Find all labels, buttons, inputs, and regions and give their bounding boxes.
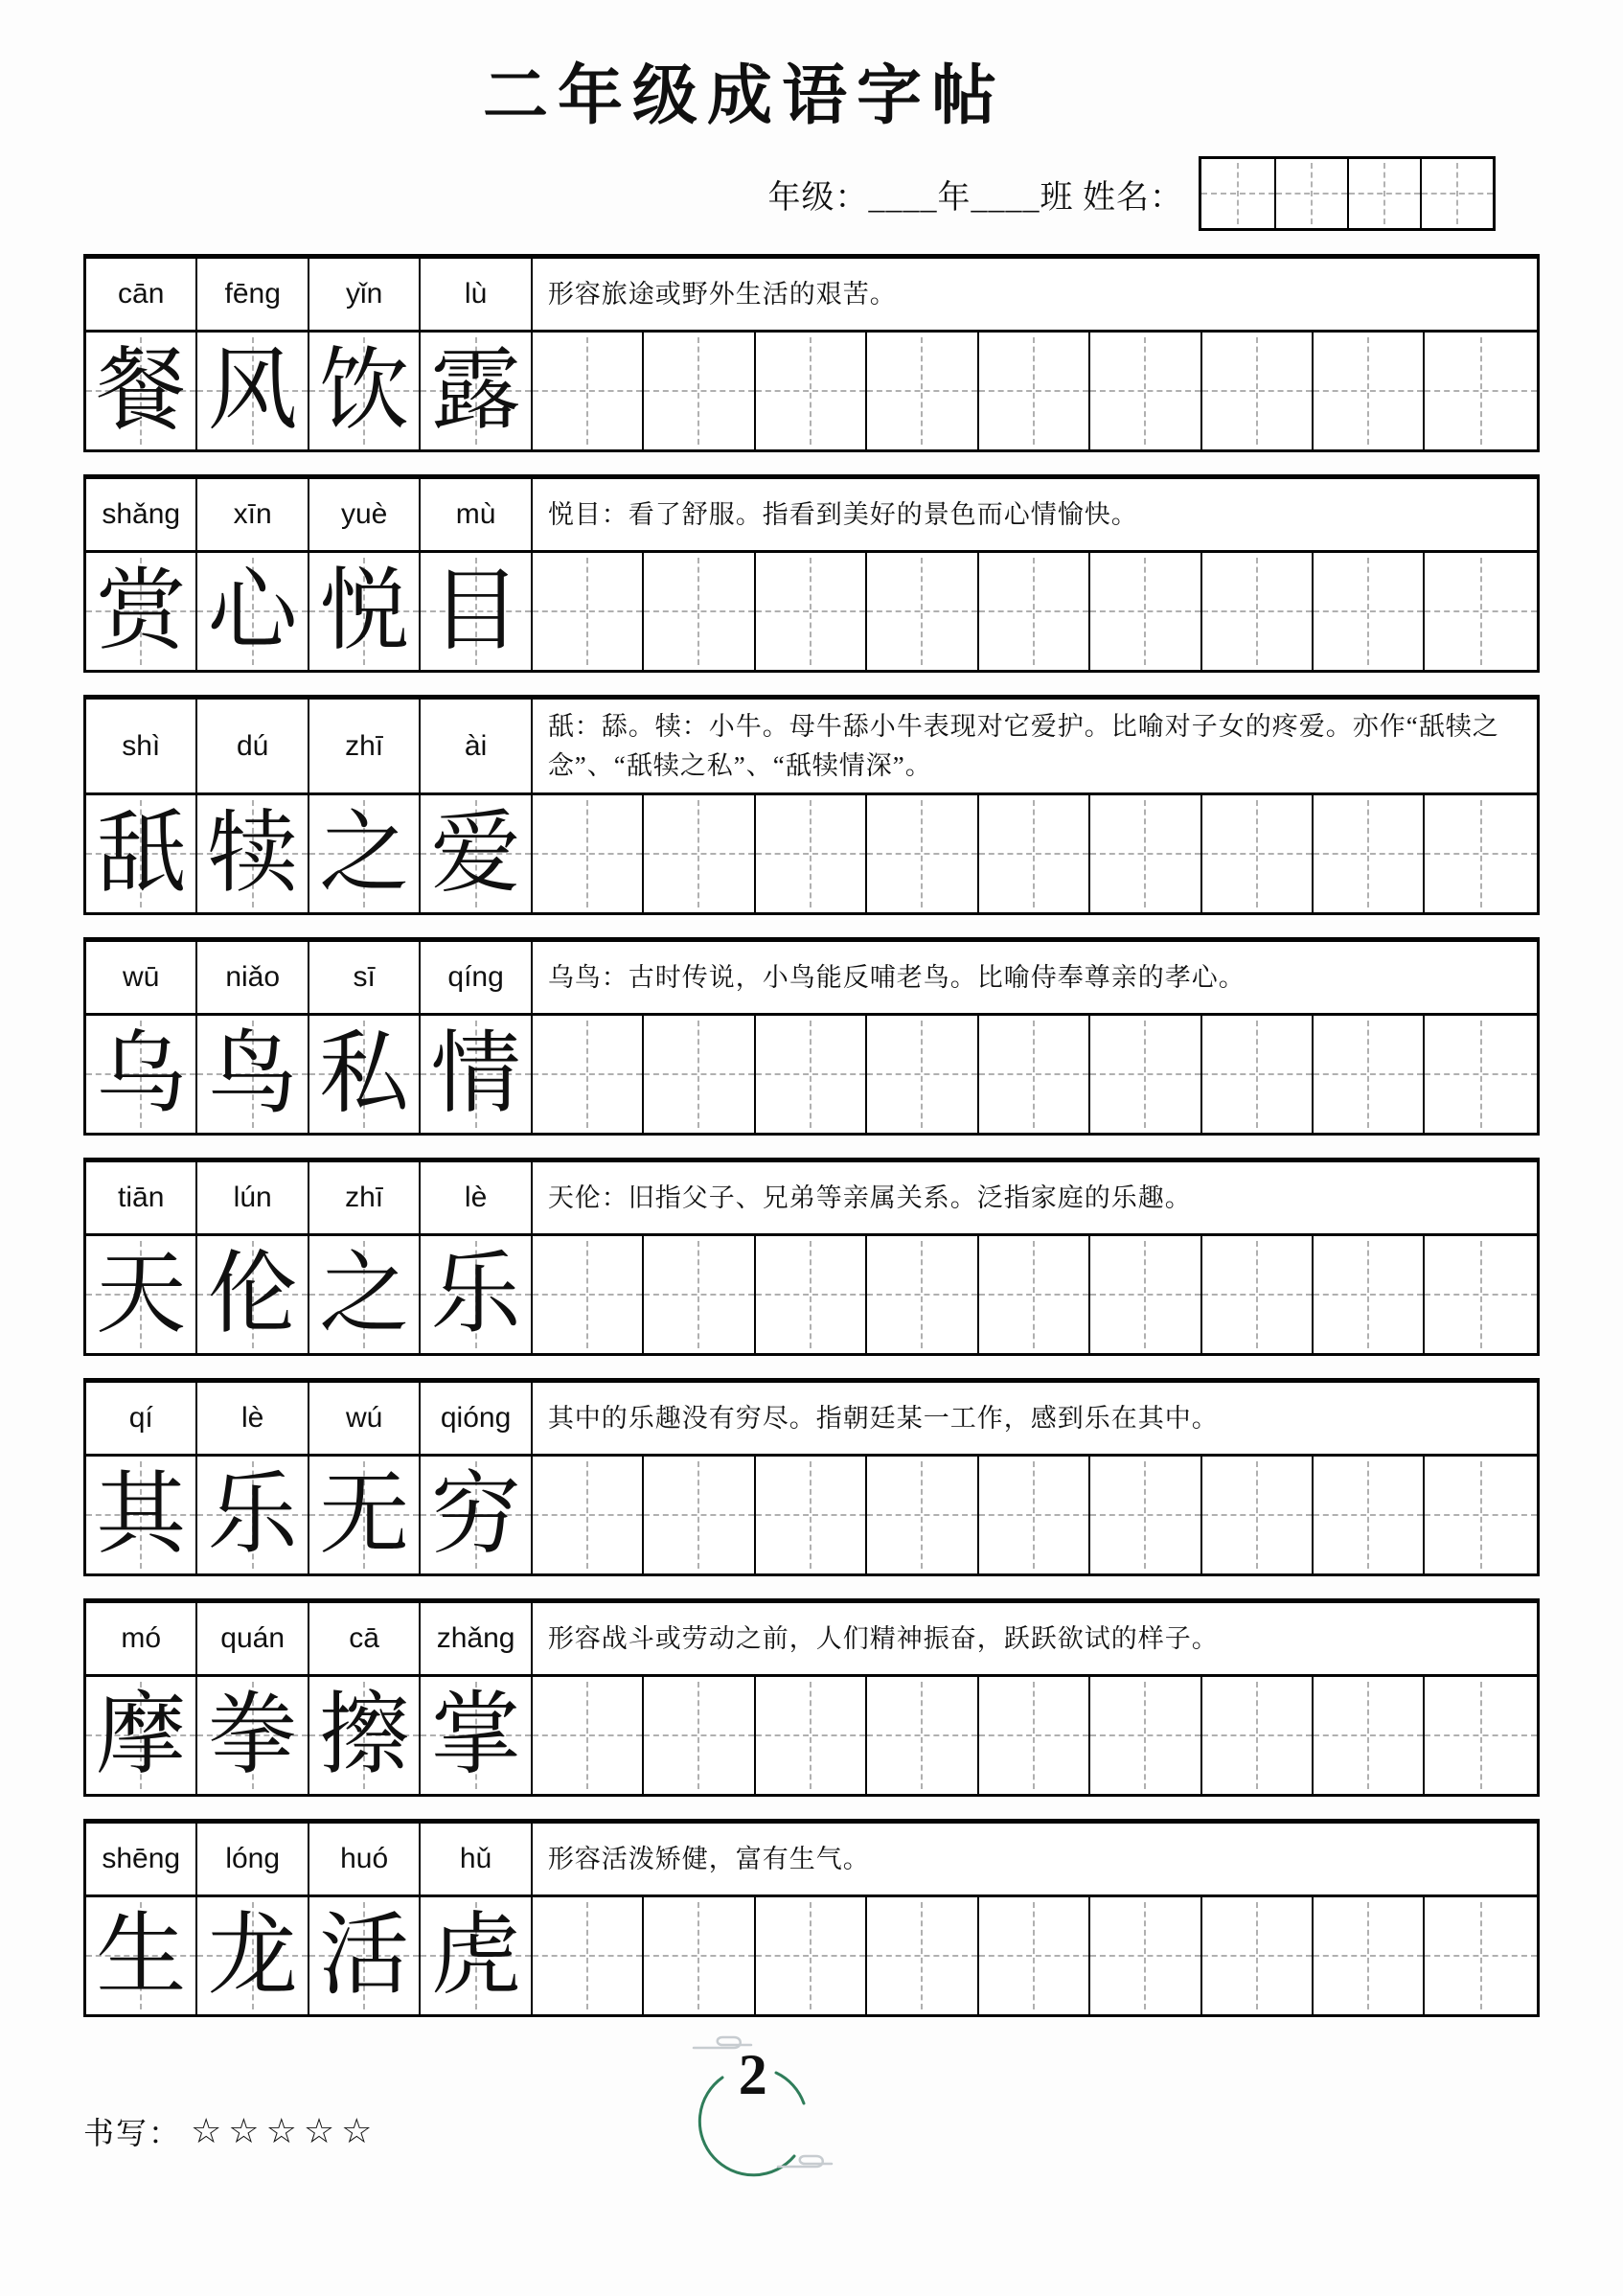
empty-practice-cell (1314, 795, 1425, 912)
definition-cell (533, 1162, 1537, 1233)
empty-practice-cell (644, 1897, 755, 2014)
pinyin-cell: mù (421, 479, 532, 550)
pinyin-cell: shì (86, 700, 197, 792)
character-cell (421, 795, 532, 912)
idiom-character: 伦 (207, 1245, 298, 1344)
pinyin-cell: ài (421, 700, 532, 792)
character-cell (197, 553, 309, 670)
pinyin-cell: dú (197, 700, 309, 792)
character-cell (309, 1236, 421, 1353)
idiom-character: 舐 (96, 804, 187, 904)
page-title: 二年级成语字帖 (482, 59, 1006, 132)
page-footer (83, 2044, 1540, 2274)
character-cell (86, 1677, 197, 1794)
character-practice-row (86, 333, 1537, 449)
empty-practice-cell (1090, 1457, 1201, 1573)
definition-text: 乌鸟：古时传说，小鸟能反哺老鸟。比喻侍奉尊亲的孝心。 (547, 962, 1246, 992)
pinyin-cell: tiān (86, 1162, 197, 1233)
idiom-block (83, 937, 1540, 1136)
empty-practice-cell (1202, 1897, 1314, 2014)
empty-practice-cell (533, 333, 644, 449)
pinyin-cell: zhī (309, 1162, 421, 1233)
empty-practice-cell (1090, 1236, 1201, 1353)
character-practice-row (86, 1897, 1537, 2014)
pinyin-cell: yǐn (309, 259, 421, 330)
empty-practice-cell (756, 1677, 867, 1794)
idiom-block (83, 1378, 1540, 1576)
empty-practice-cell (1314, 1897, 1425, 2014)
empty-practice-cell (1425, 1457, 1536, 1573)
idiom-character: 私 (319, 1024, 410, 1124)
empty-practice-cell (867, 795, 978, 912)
empty-practice-cell (1202, 333, 1314, 449)
empty-practice-cell (756, 795, 867, 912)
pinyin-definition-row (86, 1162, 1537, 1236)
empty-practice-cell (644, 1457, 755, 1573)
pinyin-definition-row (86, 259, 1537, 333)
character-cell (309, 1677, 421, 1794)
character-practice-row (86, 1016, 1537, 1133)
empty-practice-cell (1202, 553, 1314, 670)
idiom-character: 情 (430, 1024, 521, 1124)
idiom-character: 露 (430, 341, 521, 441)
idiom-character: 赏 (96, 562, 187, 661)
idiom-character: 风 (207, 341, 298, 441)
empty-practice-cell (644, 1016, 755, 1133)
character-cell (86, 1016, 197, 1133)
definition-text: 其中的乐趣没有穷尽。指朝廷某一工作，感到乐在其中。 (547, 1403, 1219, 1433)
empty-practice-cell (867, 1457, 978, 1573)
empty-practice-cell (867, 1897, 978, 2014)
idiom-character: 爱 (430, 804, 521, 904)
empty-practice-cell (979, 333, 1090, 449)
idiom-character: 乐 (430, 1245, 521, 1344)
idiom-character: 乐 (207, 1465, 298, 1565)
character-practice-row (86, 795, 1537, 912)
idiom-character: 之 (319, 1245, 410, 1344)
empty-practice-cell (867, 1016, 978, 1133)
empty-practice-cell (533, 1897, 644, 2014)
empty-practice-cell (533, 795, 644, 912)
empty-practice-cell (1202, 795, 1314, 912)
character-cell (197, 333, 309, 449)
idiom-character: 乌 (96, 1024, 187, 1124)
idiom-block (83, 474, 1540, 673)
character-cell (309, 553, 421, 670)
definition-cell (533, 479, 1537, 550)
idiom-character: 饮 (319, 341, 410, 441)
idiom-character: 其 (96, 1465, 187, 1565)
idiom-character: 犊 (207, 804, 298, 904)
character-cell (86, 1457, 197, 1573)
pinyin-cell: fēng (197, 259, 309, 330)
definition-cell (533, 700, 1537, 792)
character-cell (86, 553, 197, 670)
empty-practice-cell (1202, 1677, 1314, 1794)
idiom-character: 穷 (430, 1465, 521, 1565)
empty-practice-cell (1090, 795, 1201, 912)
definition-text: 舐：舔。犊：小牛。母牛舔小牛表现对它爱护。比喻对子女的疼爱。亦作“舐犊之念”、“舐犊之私”、“舐犊情深”。 (547, 712, 1499, 780)
empty-practice-cell (644, 553, 755, 670)
idiom-character: 天 (96, 1245, 187, 1344)
page-number-decoration (665, 2031, 857, 2193)
empty-practice-cell (644, 795, 755, 912)
pinyin-cell: qí (86, 1383, 197, 1454)
character-cell (309, 1897, 421, 2014)
empty-practice-cell (533, 1016, 644, 1133)
empty-practice-cell (644, 333, 755, 449)
pinyin-cell: lè (197, 1383, 309, 1454)
character-cell (309, 795, 421, 912)
empty-practice-cell (533, 553, 644, 670)
empty-practice-cell (979, 1457, 1090, 1573)
pinyin-cell: qióng (421, 1383, 532, 1454)
pinyin-cell: wū (86, 942, 197, 1013)
character-cell (86, 795, 197, 912)
empty-practice-cell (979, 795, 1090, 912)
idiom-character: 活 (319, 1906, 410, 2006)
empty-practice-cell (1425, 1677, 1536, 1794)
empty-practice-cell (1314, 1457, 1425, 1573)
idiom-character: 虎 (430, 1906, 521, 2006)
character-cell (421, 1236, 532, 1353)
definition-text: 形容活泼矫健，富有生气。 (547, 1844, 870, 1873)
empty-practice-cell (867, 333, 978, 449)
writing-score-row (83, 2109, 378, 2153)
definition-cell (533, 259, 1537, 330)
character-cell (309, 1457, 421, 1573)
pinyin-definition-row (86, 1383, 1537, 1457)
character-cell (86, 1897, 197, 2014)
pinyin-cell: lún (197, 1162, 309, 1233)
name-writing-grid (1199, 156, 1496, 231)
empty-practice-cell (867, 1236, 978, 1353)
definition-text: 形容战斗或劳动之前，人们精神振奋，跃跃欲试的样子。 (547, 1623, 1219, 1653)
empty-practice-cell (533, 1236, 644, 1353)
definition-text: 天伦：旧指父子、兄弟等亲属关系。泛指家庭的乐趣。 (547, 1182, 1192, 1212)
empty-practice-cell (644, 1677, 755, 1794)
idiom-blocks (83, 254, 1540, 2017)
definition-cell (533, 1603, 1537, 1674)
empty-practice-cell (1425, 553, 1536, 670)
character-practice-row (86, 1236, 1537, 1353)
character-cell (421, 1016, 532, 1133)
empty-practice-cell (979, 1236, 1090, 1353)
character-cell (309, 333, 421, 449)
empty-practice-cell (1425, 333, 1536, 449)
pinyin-cell: niǎo (197, 942, 309, 1013)
pinyin-cell: lù (421, 259, 532, 330)
pinyin-cell: hǔ (421, 1824, 532, 1894)
empty-practice-cell (979, 553, 1090, 670)
empty-practice-cell (1202, 1236, 1314, 1353)
empty-practice-cell (1314, 1236, 1425, 1353)
idiom-character: 摩 (96, 1686, 187, 1785)
idiom-character: 之 (319, 804, 410, 904)
empty-practice-cell (1090, 1897, 1201, 2014)
empty-practice-cell (644, 1236, 755, 1353)
character-cell (197, 795, 309, 912)
pinyin-cell: lóng (197, 1824, 309, 1894)
page-number: 2 (738, 2043, 767, 2106)
idiom-character: 无 (319, 1465, 410, 1565)
character-practice-row (86, 1457, 1537, 1573)
pinyin-definition-row (86, 1603, 1537, 1677)
character-cell (197, 1457, 309, 1573)
definition-cell (533, 1383, 1537, 1454)
idiom-character: 生 (96, 1906, 187, 2006)
character-practice-row (86, 1677, 1537, 1794)
pinyin-definition-row (86, 942, 1537, 1016)
empty-practice-cell (979, 1897, 1090, 2014)
pinyin-definition-row (86, 1824, 1537, 1897)
pinyin-cell: lè (421, 1162, 532, 1233)
empty-practice-cell (1090, 1677, 1201, 1794)
empty-practice-cell (1314, 553, 1425, 670)
empty-practice-cell (1425, 1016, 1536, 1133)
definition-text: 形容旅途或野外生活的艰苦。 (547, 279, 897, 309)
empty-practice-cell (1314, 1677, 1425, 1794)
idiom-character: 目 (430, 562, 521, 661)
character-cell (421, 553, 532, 670)
pinyin-cell: yuè (309, 479, 421, 550)
character-cell (86, 1236, 197, 1353)
empty-practice-cell (1425, 795, 1536, 912)
pinyin-cell: xīn (197, 479, 309, 550)
empty-practice-cell (756, 1016, 867, 1133)
empty-practice-cell (1202, 1457, 1314, 1573)
character-cell (421, 1677, 532, 1794)
empty-practice-cell (756, 1897, 867, 2014)
character-cell (197, 1236, 309, 1353)
character-cell (86, 333, 197, 449)
idiom-character: 擦 (319, 1686, 410, 1785)
empty-practice-cell (533, 1677, 644, 1794)
pinyin-cell: qíng (421, 942, 532, 1013)
idiom-character: 心 (207, 562, 298, 661)
name-box (1347, 159, 1420, 228)
name-box (1201, 159, 1274, 228)
empty-practice-cell (1202, 1016, 1314, 1133)
empty-practice-cell (1090, 333, 1201, 449)
pinyin-cell: cā (309, 1603, 421, 1674)
pinyin-cell: shǎng (86, 479, 197, 550)
character-cell (421, 1897, 532, 2014)
empty-practice-cell (979, 1016, 1090, 1133)
pinyin-definition-row (86, 700, 1537, 795)
pinyin-cell: mó (86, 1603, 197, 1674)
idiom-character: 悦 (319, 562, 410, 661)
pinyin-cell: cān (86, 259, 197, 330)
definition-cell (533, 942, 1537, 1013)
empty-practice-cell (867, 553, 978, 670)
idiom-character: 餐 (96, 341, 187, 441)
empty-practice-cell (1425, 1897, 1536, 2014)
empty-practice-cell (1314, 333, 1425, 449)
idiom-character: 拳 (207, 1686, 298, 1785)
empty-practice-cell (756, 1236, 867, 1353)
empty-practice-cell (1425, 1236, 1536, 1353)
empty-practice-cell (533, 1457, 644, 1573)
empty-practice-cell (756, 1457, 867, 1573)
idiom-character: 掌 (430, 1686, 521, 1785)
empty-practice-cell (979, 1677, 1090, 1794)
name-box (1274, 159, 1347, 228)
definition-text: 悦目：看了舒服。指看到美好的景色而心情愉快。 (547, 499, 1138, 529)
idiom-block (83, 695, 1540, 915)
character-cell (309, 1016, 421, 1133)
idiom-block (83, 1598, 1540, 1797)
character-cell (197, 1677, 309, 1794)
pinyin-definition-row (86, 479, 1537, 553)
character-cell (197, 1016, 309, 1133)
empty-practice-cell (1090, 1016, 1201, 1133)
empty-practice-cell (1314, 1016, 1425, 1133)
character-cell (421, 333, 532, 449)
pinyin-cell: wú (309, 1383, 421, 1454)
pinyin-cell: sī (309, 942, 421, 1013)
idiom-character: 鸟 (207, 1024, 298, 1124)
idiom-block (83, 254, 1540, 452)
writing-label: 书写： (83, 2116, 182, 2150)
student-info-label: 年级：____年____班 姓名： (767, 179, 1183, 216)
definition-cell (533, 1824, 1537, 1894)
idiom-block (83, 1819, 1540, 2017)
student-info-row (83, 156, 1540, 231)
idiom-character: 龙 (207, 1906, 298, 2006)
pinyin-cell: quán (197, 1603, 309, 1674)
pinyin-cell: shēng (86, 1824, 197, 1894)
empty-practice-cell (756, 553, 867, 670)
empty-practice-cell (1090, 553, 1201, 670)
pinyin-cell: zhī (309, 700, 421, 792)
empty-practice-cell (867, 1677, 978, 1794)
character-practice-row (86, 553, 1537, 670)
empty-practice-cell (756, 333, 867, 449)
pinyin-cell: zhǎng (421, 1603, 532, 1674)
character-cell (197, 1897, 309, 2014)
name-box (1420, 159, 1493, 228)
character-cell (421, 1457, 532, 1573)
star-rating: ☆☆☆☆☆ (191, 2112, 379, 2150)
idiom-block (83, 1158, 1540, 1356)
pinyin-cell: huó (309, 1824, 421, 1894)
